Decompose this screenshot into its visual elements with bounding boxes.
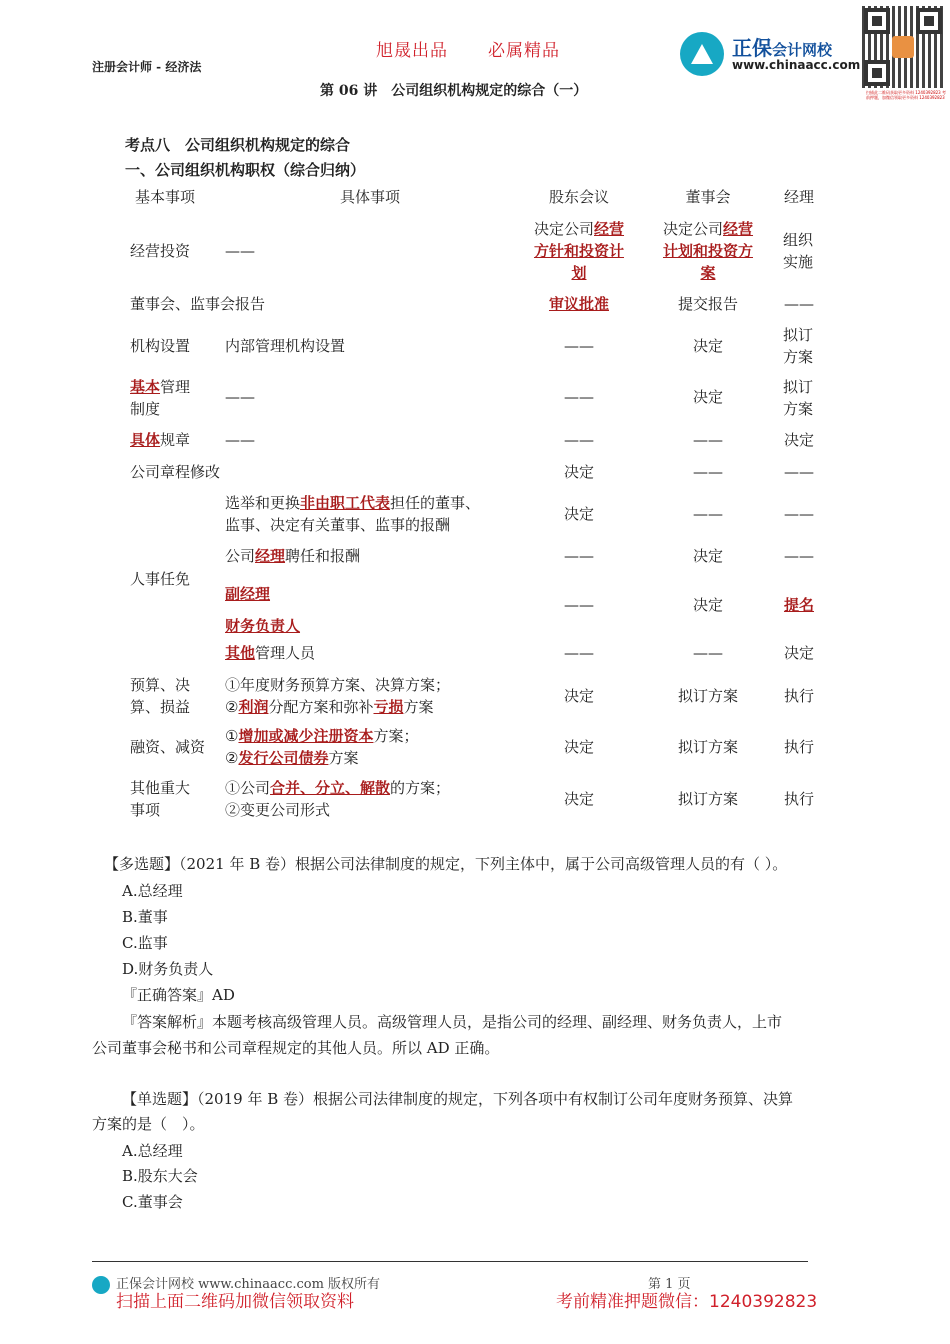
row-board: 拟订方案 [677,687,738,705]
highlight-text: 计划和投资方 [662,242,753,260]
row-shareholders: —— [564,431,594,449]
row-detail [225,492,525,536]
row-detail [225,545,360,567]
highlight-text: 副经理 [225,585,271,603]
row-board: 提交报告 [677,295,738,313]
row-board: 决定 [692,547,723,565]
logo-url: www.chinaacc.com [732,58,861,72]
row-shareholders: 决定 [563,738,594,756]
row-shareholders: 决定 [563,687,594,705]
row-board: 决定 [692,388,723,406]
row-board: 决定 [692,596,723,614]
promo-right: 考前精准押题微信：1240392823 [556,1292,818,1312]
qr-finder-icon [916,8,942,34]
highlight-text: 合并、分立、解散 [270,779,391,797]
option: C.董事会 [122,1193,183,1211]
qr-badge-icon [892,36,914,58]
text: 监事、决定有关董事、监事的报酬 [225,516,451,534]
analysis-line-2: 公司董事会秘书和公司章程规定的其他人员。所以 AD 正确。 [92,1039,500,1057]
row-item: 公司章程修改 [130,463,221,481]
page-number: 第 1 页 [648,1277,691,1292]
highlight-text: 经理 [255,547,286,565]
row-shareholders: 决定 [563,505,594,523]
header-slogan [376,36,560,61]
text: 的方案； [390,779,451,797]
highlight-text: 发行公司债券 [238,749,329,767]
row-item [130,376,190,420]
text: 其他重大 [130,779,191,797]
row-manager: —— [784,463,814,481]
text: 组织 [783,231,814,249]
text: 决定公司 [533,220,594,238]
highlight-text: 经营 [723,220,754,238]
text: ②变更公司形式 [225,801,331,819]
row-manager: 决定 [783,644,814,662]
row-item: 融资、减资 [130,738,206,756]
row-item [130,777,190,821]
text: 聘任和报酬 [285,547,361,565]
question-stem-line-1: 【单选题】（2019 年 B 卷）根据公司法律制度的规定，下列各项中有权制订公司年度财务预算、决算 [122,1090,794,1108]
row-detail [225,642,315,664]
text: 担任的董事、 [390,494,481,512]
row-item [130,429,190,451]
row-shareholders: —— [564,337,594,355]
text: 方案 [403,698,434,716]
text: 预算、决 [130,676,191,694]
highlight-text: 提名 [783,596,814,614]
highlight-text: 经营 [594,220,625,238]
text: 分配方案和弥补 [268,698,374,716]
text: 方案； [373,727,419,745]
text: 拟订 [783,326,814,344]
text: 事项 [130,801,161,819]
row-detail: 内部管理机构设置 [225,337,346,355]
row-detail: —— [225,242,255,260]
row-item: 董事会、监事会报告 [130,295,266,313]
row-item: 机构设置 [130,337,191,355]
row-manager: —— [784,547,814,565]
footer-logo-icon [92,1276,110,1294]
text: ② [225,749,239,767]
row-board [657,218,759,284]
text: ② [225,698,239,716]
text: 管理人员 [255,644,316,662]
text: ① [225,727,239,745]
row-manager [783,376,813,420]
row-manager [783,229,813,273]
row-manager: —— [784,505,814,523]
row-shareholders: —— [564,596,594,614]
row-manager: 执行 [783,687,814,705]
row-shareholders: 决定 [563,463,594,481]
text: 制度 [130,400,161,418]
highlight-text: 财务负责人 [225,617,301,635]
row-shareholders: —— [564,644,594,662]
text: 规章 [160,431,191,449]
qr-finder-icon [864,8,890,34]
text: 公司 [225,547,256,565]
row-manager [783,324,813,368]
option: B.董事 [122,908,168,926]
row-shareholders [528,218,630,284]
row-board: —— [693,505,723,523]
highlight-text: 利润 [238,698,269,716]
row-board: —— [693,644,723,662]
row-manager: —— [784,295,814,313]
text: 方案 [783,348,814,366]
highlight-text: 案 [700,264,716,282]
row-manager [778,594,820,616]
row-item: 经营投资 [130,242,191,260]
lecture-title: 第 06 讲 公司组织机构规定的综合（一） [320,83,588,99]
promo-left: 扫描上面二维码加微信领取资料 [116,1292,354,1312]
row-shareholders: —— [564,388,594,406]
point-title: 考点八 公司组织机构规定的综合 [125,136,351,154]
row-detail: —— [225,431,255,449]
text: 方案 [328,749,359,767]
highlight-text: 其他 [225,644,256,662]
row-manager: 决定 [783,431,814,449]
option: D.财务负责人 [122,960,214,978]
highlight-text: 增加或减少注册资本 [238,727,374,745]
row-shareholders: 决定 [563,790,594,808]
col-header-manager: 经理 [783,188,814,206]
question-stem-line-2: 方案的是（ ）。 [92,1115,205,1133]
question-stem: 【多选题】（2021 年 B 卷）根据公司法律制度的规定，下列主体中，属于公司高级管理人员的有（ ）。 [104,855,788,873]
qr-code-icon [862,6,944,88]
highlight-text: 审议批准 [548,295,609,313]
row-item-personnel: 人事任免 [130,570,191,588]
logo-brand-main: 正保 [732,36,772,60]
row-detail: —— [225,388,255,406]
row-board: 决定 [692,337,723,355]
row-manager: 执行 [783,738,814,756]
highlight-text: 基本 [130,378,161,396]
row-item [130,674,190,718]
col-header-board: 董事会 [685,188,731,206]
slogan-1: 旭晟出品 [376,41,448,61]
qr-finder-icon [864,60,890,86]
chinaacc-logo [680,30,861,80]
row-board: —— [693,431,723,449]
row-shareholders [528,293,630,315]
highlight-text: 划 [571,264,587,282]
col-header-item: 基本事项 [134,188,195,206]
row-board: 拟订方案 [677,790,738,808]
col-header-detail: 具体事项 [339,188,400,206]
option: A.总经理 [122,882,183,900]
row-board: —— [693,463,723,481]
text: 拟订 [783,378,814,396]
analysis-line-1: 『答案解析』本题考核高级管理人员。高级管理人员，是指公司的经理、副经理、财务负责人，上市 [122,1013,783,1031]
answer: 『正确答案』AD [122,986,235,1004]
header-subject: 注册会计师 - 经济法 [92,60,202,74]
text: 算、损益 [130,698,191,716]
footer-text: 正保会计网校 www.chinaacc.com 版权所有 [116,1277,381,1292]
text: 方案 [783,400,814,418]
highlight-text: 具体 [130,431,161,449]
row-shareholders: —— [564,547,594,565]
highlight-text: 亏损 [373,698,404,716]
option: B.股东大会 [122,1167,198,1185]
text: 选举和更换 [225,494,301,512]
row-detail [225,578,300,642]
highlight-text: 非由职工代表 [300,494,391,512]
text: 管理 [160,378,191,396]
option: A.总经理 [122,1142,183,1160]
qr-note: 扫描此二维码获取更多资料 1240392823 考前押题，加微信领取更多资料 1240392823 [866,90,946,100]
slogan-2: 必属精品 [488,41,560,61]
text: ①公司 [225,779,271,797]
text: 实施 [783,253,814,271]
logo-icon [680,32,724,76]
text: 决定公司 [662,220,723,238]
row-detail [225,674,450,718]
logo-brand [732,32,832,61]
footer-divider [92,1261,808,1262]
row-detail [225,725,418,769]
row-manager: 执行 [783,790,814,808]
section-title: 一、公司组织机构职权（综合归纳） [125,161,366,179]
logo-brand-sub: 会计网校 [772,41,833,59]
text: ①年度财务预算方案、决算方案； [225,676,451,694]
highlight-text: 方针和投资计 [533,242,624,260]
row-board: 拟订方案 [677,738,738,756]
col-header-shareholders: 股东会议 [548,188,609,206]
row-detail [225,777,450,821]
option: C.监事 [122,934,168,952]
